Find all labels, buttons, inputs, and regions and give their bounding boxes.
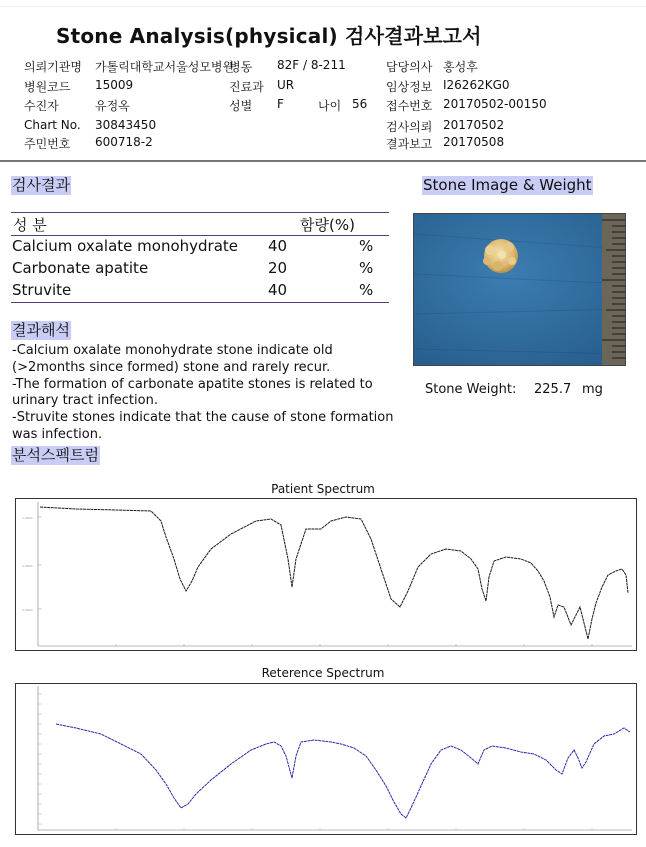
test-request-value: 20170502 — [443, 118, 505, 132]
test-request-label: 검사의뢰 — [386, 120, 433, 134]
collector-label: 수진자 — [24, 99, 59, 113]
reference-spectrum-plot — [16, 684, 636, 834]
sex-label: 성별 — [229, 99, 253, 113]
table-top-line — [11, 212, 389, 213]
component-name: Struvite — [12, 281, 72, 299]
interpretation-line: -The formation of carbonate apatite stones is related to — [12, 376, 373, 392]
dept-value: UR — [277, 78, 295, 92]
stone-weight-label: Stone Weight: — [425, 382, 517, 397]
reference-spectrum-title: Reterence Spectrum — [261, 666, 385, 680]
patient-spectrum-title: Patient Spectrum — [271, 482, 375, 496]
interpretation-line: urinary tract infection. — [12, 393, 158, 409]
hospital-code-value: 15009 — [95, 78, 134, 92]
age-value: 56 — [352, 97, 368, 111]
component-name: Calcium oxalate monohydrate — [12, 237, 239, 255]
results-heading: 검사결과 — [12, 176, 70, 194]
clinical-value: I26262KG0 — [443, 78, 510, 92]
resident-no-label: 주민번호 — [24, 137, 71, 151]
receipt-value: 20170502-00150 — [443, 97, 547, 111]
interpretation-line: (>2months since formed) stone and rarely recur. — [12, 359, 331, 375]
divider — [0, 160, 646, 162]
chart-no-label: Chart No. — [24, 118, 81, 132]
doctor-label: 담당의사 — [386, 60, 433, 74]
ward-label: 병동 — [229, 60, 253, 74]
interpretation-heading: 결과해석 — [12, 321, 70, 339]
receipt-label: 접수번호 — [386, 99, 433, 113]
dept-label: 진료과 — [229, 80, 264, 94]
component-value: 40 — [268, 281, 288, 299]
component-unit: % — [359, 237, 374, 255]
patient-spectrum-chart — [15, 498, 637, 651]
component-value: 40 — [268, 237, 288, 255]
doctor-value: 홍성후 — [443, 60, 478, 74]
clinical-label: 임상정보 — [386, 80, 433, 94]
interpretation-line: was infection. — [12, 426, 103, 442]
collector-value: 유정옥 — [95, 99, 130, 113]
stone-weight-unit: mg — [582, 382, 603, 397]
interpretation-text — [12, 343, 404, 444]
stone-weight-value: 225.7 — [534, 382, 572, 397]
svg-text:0.5000: 0.5000 — [22, 564, 33, 568]
component-name: Carbonate apatite — [12, 259, 149, 277]
hospital-code-label: 병원코드 — [24, 80, 71, 94]
svg-text:1.0000: 1.0000 — [22, 516, 33, 520]
interpretation-line: -Calcium oxalate monohydrate stone indicate old — [12, 343, 333, 358]
report-title: Stone Analysis(physical) 검사결과보고서 — [56, 24, 482, 48]
stone-heading: Stone Image & Weight — [423, 176, 592, 194]
table-bottom-line — [11, 302, 389, 303]
patient-spectrum-plot — [16, 499, 636, 650]
requester-label: 의뢰기관명 — [24, 60, 82, 74]
table-header-line — [11, 235, 389, 236]
interpretation-line: -Struvite stones indicate that the cause of stone formation — [12, 410, 394, 426]
report-date-label: 결과보고 — [386, 137, 433, 151]
ward-value: 82F / 8-211 — [277, 58, 346, 72]
reference-spectrum-chart — [15, 683, 637, 835]
resident-no-value: 600718-2 — [95, 135, 153, 149]
component-value: 20 — [268, 259, 288, 277]
col-component-header: 성 분 — [13, 216, 47, 234]
col-content-header: 함량(%) — [300, 216, 355, 234]
report-date-value: 20170508 — [443, 135, 505, 149]
spectrum-heading: 분석스펙트럼 — [12, 446, 99, 464]
stone-image — [414, 214, 625, 365]
top-border — [0, 0, 646, 7]
stone-photo — [413, 213, 626, 366]
age-label: 나이 — [318, 99, 342, 113]
svg-text:0.0000: 0.0000 — [22, 608, 33, 612]
requester-value: 가톨릭대학교서울성모병원 — [95, 60, 235, 74]
component-unit: % — [359, 281, 374, 299]
chart-no-value: 30843450 — [95, 118, 157, 132]
component-unit: % — [359, 259, 374, 277]
sex-value: F — [277, 97, 284, 111]
